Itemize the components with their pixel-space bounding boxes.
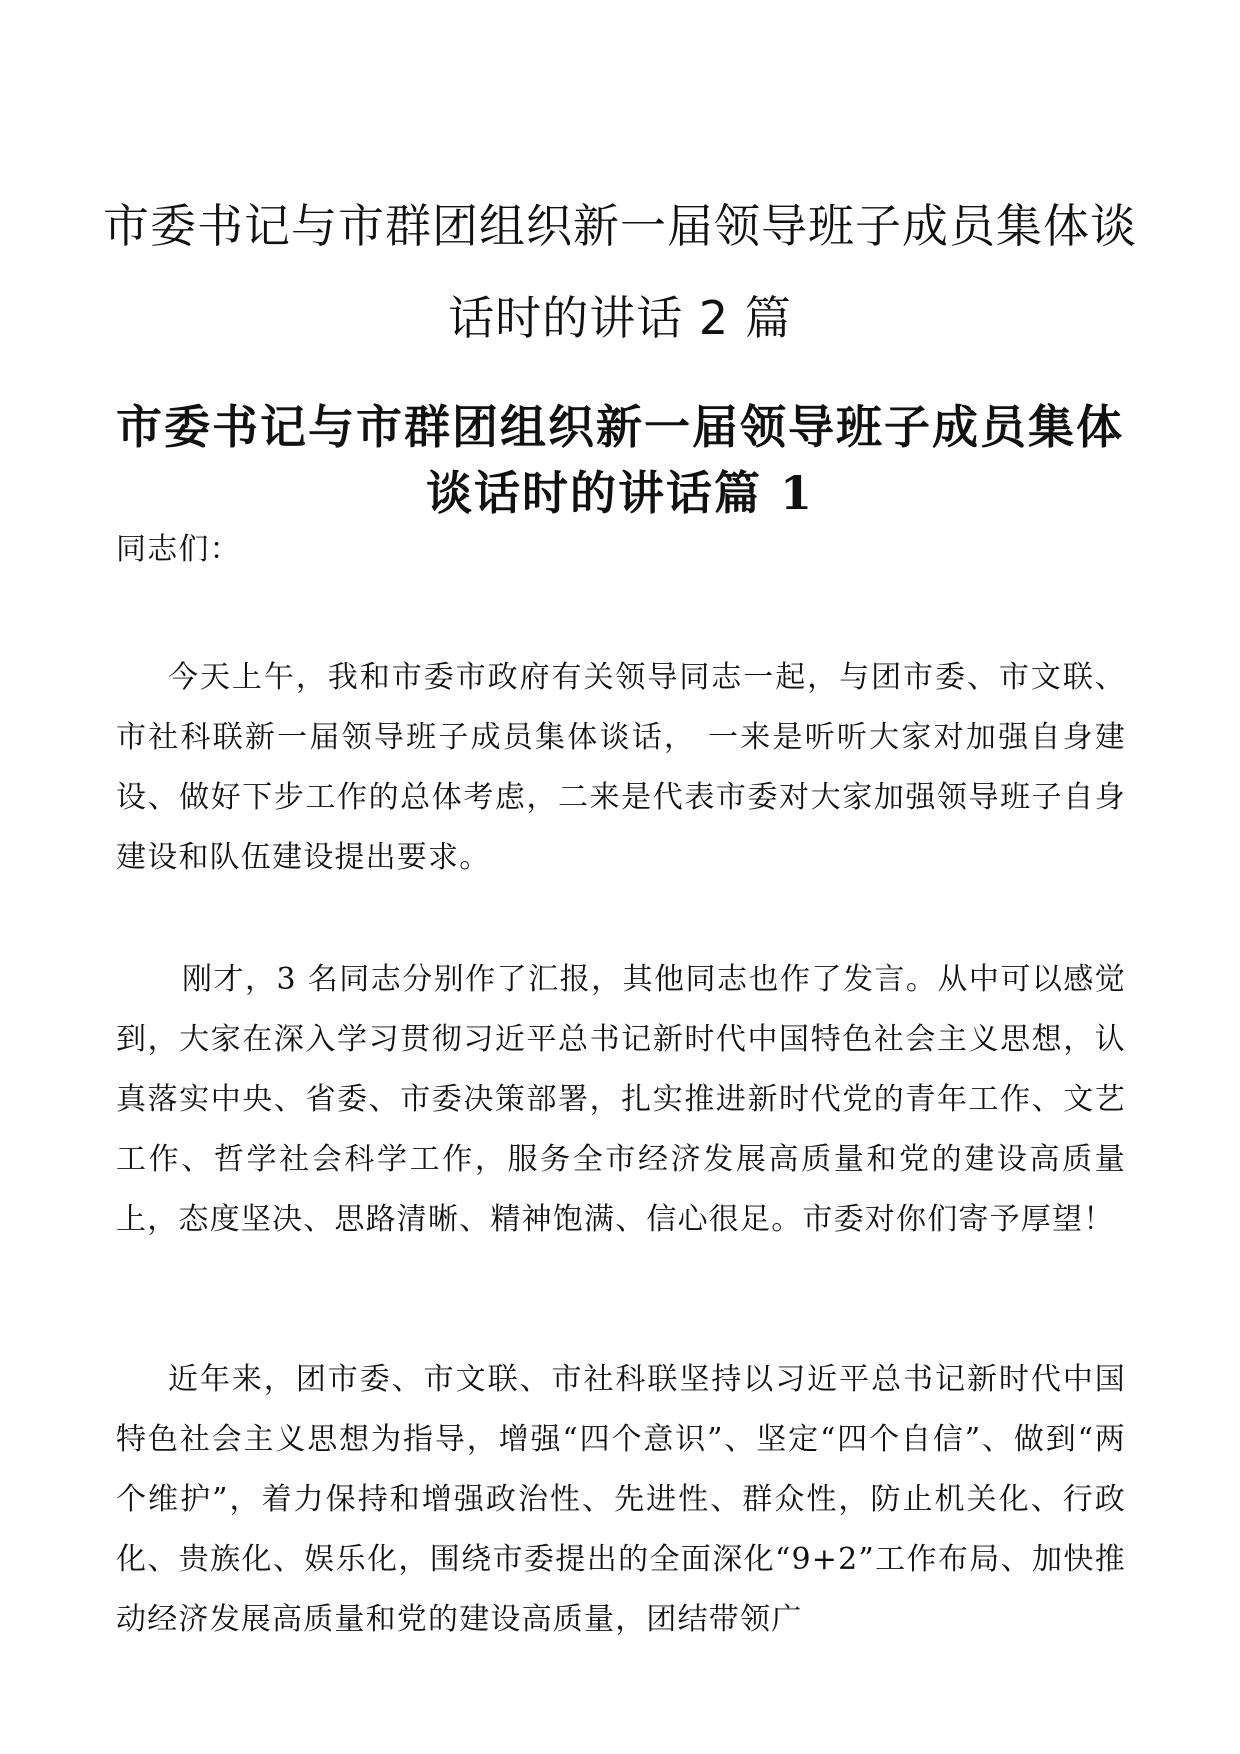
paragraph-2: 刚才，3 名同志分别作了汇报，其他同志也作了发言。从中可以感觉到，大家在深入学习贯彻习近平总书记新时代中国特色社会主义思想，认真落实中央、省委、市委决策部署，扎实推进新时代党的青年工作、文艺工作、哲学社会科学工作，服务全市经济发展高质量和党的建设高质量上，态度坚决、思路清晰、精神饱满、信心很足。市委对你们寄予厚望！ bbox=[116, 962, 1126, 1237]
greeting: 同志们： bbox=[116, 532, 241, 567]
section-title: 市委书记与市群团组织新一届领导班子成员集体谈话时的讲话篇 1 bbox=[116, 400, 1124, 520]
paragraph-3: 近年来，团市委、市文联、市社科联坚持以习近平总书记新时代中国特色社会主义思想为指导，增强“四个意识”、坚定“四个自信”、做到“两个维护”，着力保持和增强政治性、先进性、群众性，防止机关化、行政化、贵族化、娱乐化，围绕市委提出的全面深化“9+2”工作布局、加快推动经济发展高质量和党的建设高质量，团结带领广 bbox=[116, 1362, 1126, 1637]
paragraph-1: 今天上午，我和市委市政府有关领导同志一起，与团市委、市文联、市社科联新一届领导班子成员集体谈话， 一来是听听大家对加强自身建设、做好下步工作的总体考虑，二来是代表市委对大家加强领导班子自身建设和队伍建设提出要求。 bbox=[116, 660, 1126, 875]
document-title: 市委书记与市群团组织新一届领导班子成员集体谈话时的讲话 2 篇 bbox=[103, 199, 1137, 345]
